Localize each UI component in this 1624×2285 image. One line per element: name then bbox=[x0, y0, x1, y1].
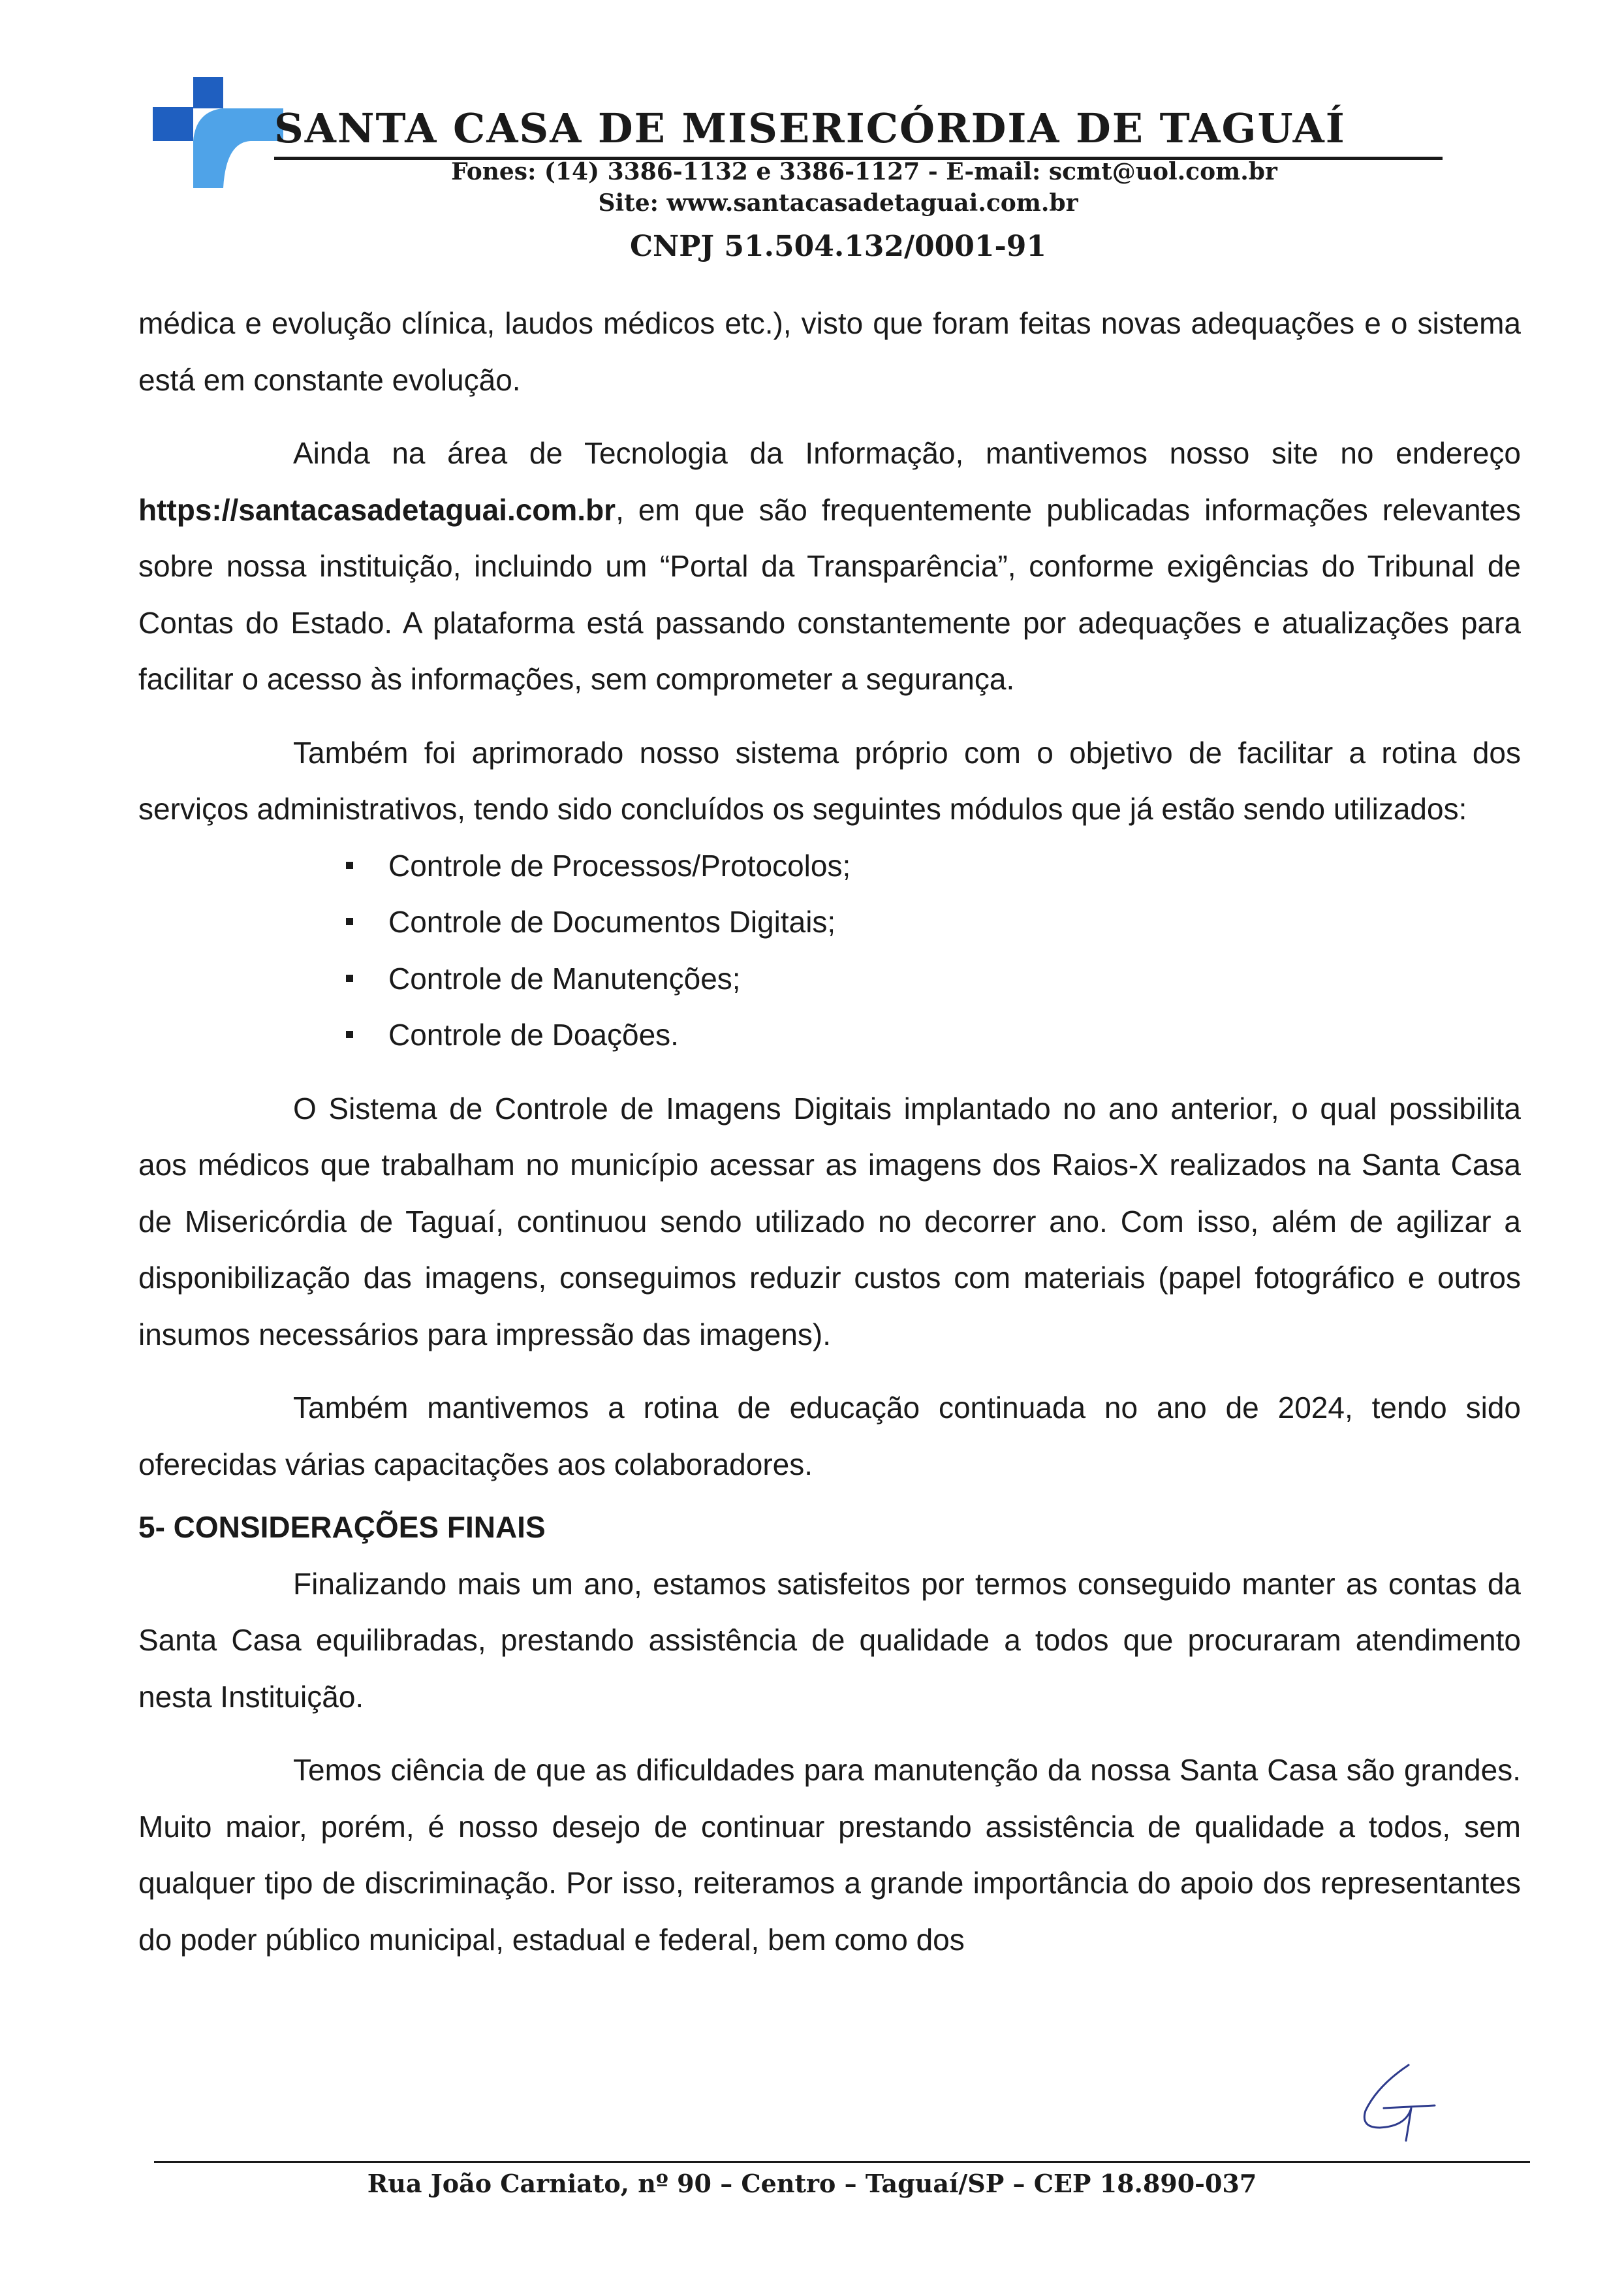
site-link[interactable]: https://santacasadetaguai.com.br bbox=[138, 492, 616, 527]
footer-rule bbox=[154, 2161, 1530, 2163]
paragraph-2-end: , em que são frequentemente publicadas informações relevantes sobre nossa instituição, incluindo um “Portal da Transparência”, conforme exigências do Tribunal de Contas do Estado. A plataforma está passando constantemente por adequações e atualizações para facilitar o acesso às informações, sem comprometer a segurança. bbox=[138, 492, 1521, 696]
paragraph-4: O Sistema de Controle de Imagens Digitais implantado no ano anterior, o qual possibilita aos médicos que trabalham no município acessar as imagens dos Raios-X realizados na Santa Casa de Misericórdia de Taguaí, continuou sendo utilizado no decorrer ano. Com isso, além de agilizar a disponibilização das imagens, conseguimos reduzir custos com materiais (papel fotográfico e outros insumos necessários para impressão das imagens). bbox=[138, 1091, 1521, 1351]
bullet-icon bbox=[346, 862, 353, 869]
paragraph-6: Finalizando mais um ano, estamos satisfeitos por termos conseguido manter as contas da Santa Casa equilibradas, prestando assistência de qualidade a todos que procuraram atendimento nesta Instituição. bbox=[138, 1566, 1521, 1714]
paragraph-2-start: Ainda na área de Tecnologia da Informação, mantivemos nosso site no endereço bbox=[293, 436, 1521, 470]
paragraph-1: médica e evolução clínica, laudos médicos etc.), visto que foram feitas novas adequações e o sistema está em constante evolução. bbox=[138, 306, 1521, 397]
footer-address: Rua João Carniato, nº 90 – Centro – Taguaí/SP – CEP 18.890-037 bbox=[367, 2169, 1257, 2198]
contact-site: Site: www.santacasadetaguai.com.br bbox=[598, 189, 1078, 217]
bullet-icon bbox=[346, 1031, 353, 1038]
section-title: 5- CONSIDERAÇÕES FINAIS bbox=[138, 1510, 546, 1544]
document-body bbox=[138, 295, 1521, 1968]
signature-initials bbox=[1351, 2060, 1449, 2145]
list-item: Controle de Manutenções; bbox=[138, 951, 1521, 1007]
list-item: Controle de Processos/Protocolos; bbox=[138, 838, 1521, 894]
paragraph-2 bbox=[138, 425, 1521, 708]
letterhead bbox=[0, 0, 1624, 274]
cnpj: CNPJ 51.504.132/0001-91 bbox=[629, 230, 1047, 263]
list-item: Controle de Doações. bbox=[138, 1007, 1521, 1064]
paragraph-7: Temos ciência de que as dificuldades para manutenção da nossa Santa Casa são grandes. Muito maior, porém, é nosso desejo de continuar prestando assistência de qualidade a todos, sem qualquer tipo de discriminação. Por isso, reiteramos a grande importância do apoio dos representantes do poder público municipal, estadual e federal, bem como dos bbox=[138, 1753, 1521, 1957]
contact-phones-email: Fones: (14) 3386-1132 e 3386-1127 - E-mail: scmt@uol.com.br bbox=[451, 158, 1277, 185]
modules-list bbox=[138, 838, 1521, 1064]
bullet-icon bbox=[346, 918, 353, 925]
organization-name: SANTA CASA DE MISERICÓRDIA DE TAGUAÍ bbox=[274, 104, 1346, 152]
bullet-icon bbox=[346, 975, 353, 982]
paragraph-3: Também foi aprimorado nosso sistema próprio com o objetivo de facilitar a rotina dos serviços administrativos, tendo sido concluídos os seguintes módulos que já estão sendo utilizados: bbox=[138, 735, 1521, 826]
paragraph-5: Também mantivemos a rotina de educação continuada no ano de 2024, tendo sido oferecidas várias capacitações aos colaboradores. bbox=[138, 1391, 1521, 1481]
list-item: Controle de Documentos Digitais; bbox=[138, 894, 1521, 951]
